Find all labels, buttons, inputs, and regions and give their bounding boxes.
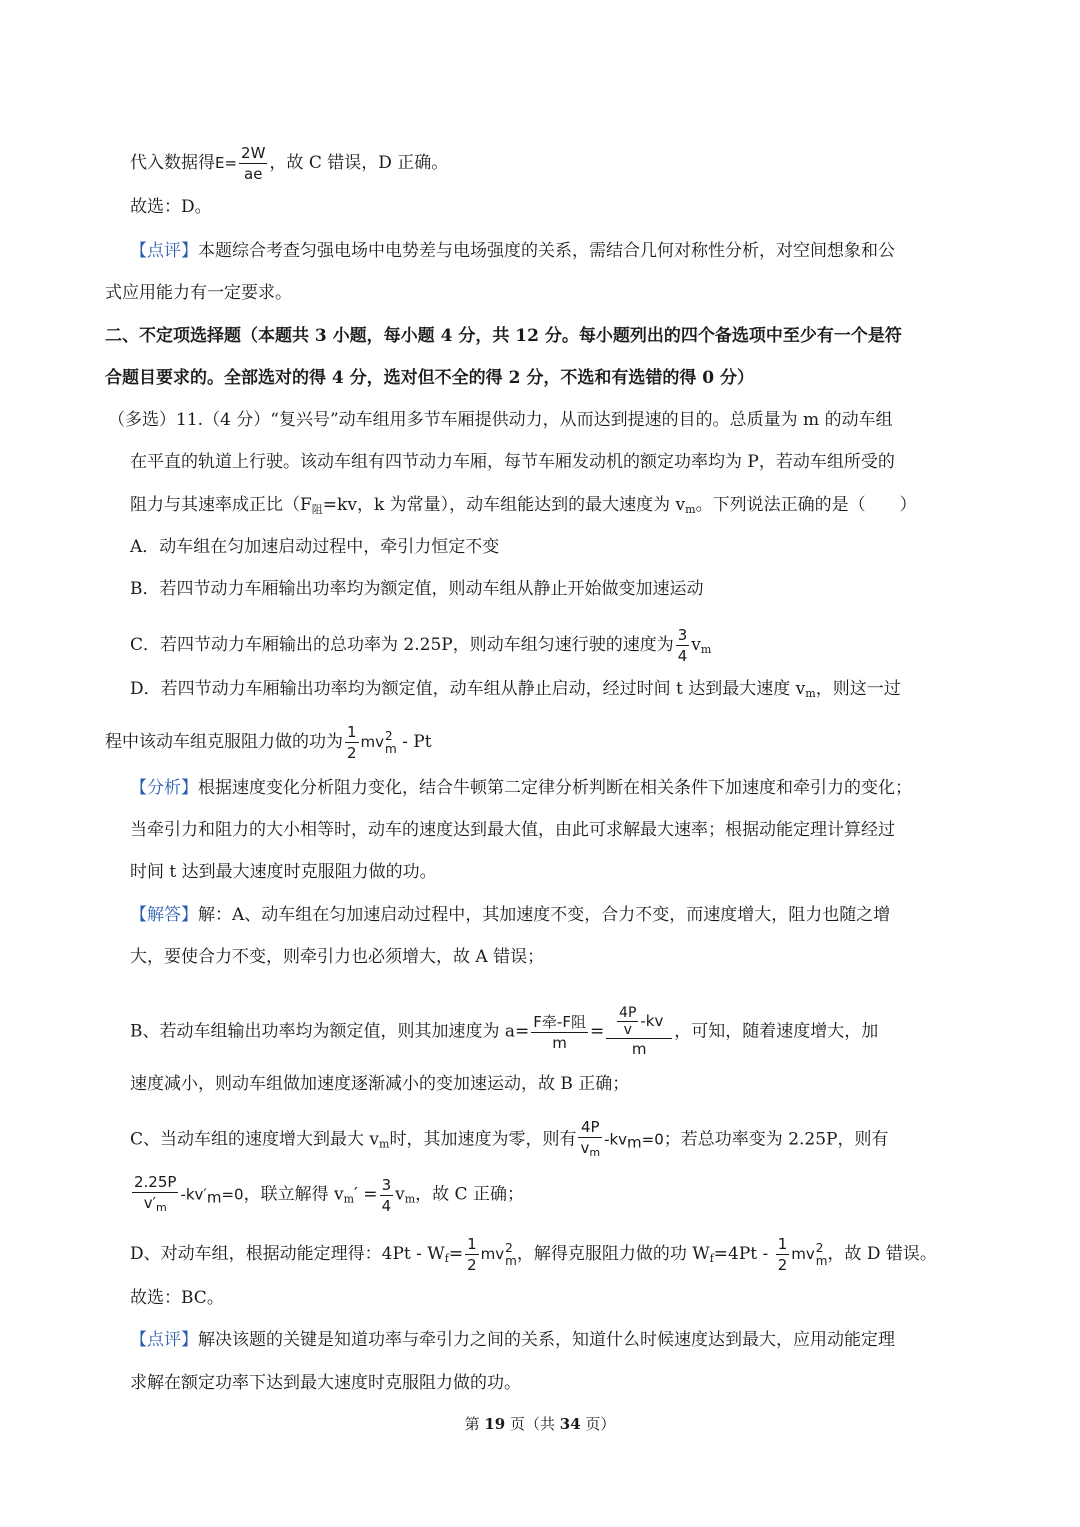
- analysis-line: 时间 t 达到最大速度时克服阻力做的功。: [130, 862, 437, 882]
- analysis-line: 当牵引力和阻力的大小相等时，动车的速度达到最大值，由此可求解最大速率；根据动能定理计算经过: [130, 820, 895, 840]
- solution-c: C、当动车组的速度增大到最大 $v_m$时，其加速度为零，则有 $\frac{4P}{v_m}$ $-kv_m=0$；若总功率变为 2.25P，则有: [130, 1117, 889, 1163]
- solution-d: D、对动车组，根据动能定理得：$4Pt - W_f=$ $\frac{1}{2}$ mv2 m，解得克服阻力做的功 $W_f=4Pt$ - $\frac{1}{2}$ mv2 m，故 D 错误。: [130, 1235, 937, 1274]
- fraction: $\frac{3}{4}$: [677, 626, 688, 665]
- text-line: 代入数据得E= $\frac{2W}{ae}$ ，故 C 错误，D 正确。: [130, 144, 449, 183]
- review-line: 【点评】解决该题的关键是知道功率与牵引力之间的关系，知道什么时候速度达到最大，应用动能定理: [130, 1330, 895, 1350]
- solution-tag: 【解答】: [130, 905, 198, 925]
- review-line: 【点评】本题综合考查匀强电场中电势差与电场强度的关系，需结合几何对称性分析，对空间想象和公: [130, 241, 895, 261]
- solution-line: 大，要使合力不变，则牵引力也必须增大，故 A 错误；: [130, 947, 545, 967]
- analysis-line: 【分析】根据速度变化分析阻力变化，结合牛顿第二定律分析判断在相关条件下加速度和牵引力的变化；: [130, 778, 912, 798]
- option-c: C．若四节动力车厢输出的总功率为 2.25P，则动车组匀速行驶的速度为 $\frac{3}{4}$ $v_m$: [130, 626, 712, 665]
- page-number: 19: [484, 1415, 506, 1433]
- review-tag: 【点评】: [130, 241, 198, 261]
- option-b: B．若四节动力车厢输出功率均为额定值，则动车组从静止开始做变加速运动: [130, 579, 704, 599]
- review-line: 求解在额定功率下达到最大速度时克服阻力做的功。: [130, 1373, 521, 1393]
- option-d-cont: 程中该动车组克服阻力做的功为 $\frac{1}{2}$ mv2 m - Pt: [105, 723, 432, 762]
- fraction: $\frac{2W}{ae}$: [241, 144, 266, 183]
- fraction: $\frac{3}{4}$: [381, 1175, 392, 1215]
- fraction: $\frac{1}{2}$: [467, 1235, 477, 1274]
- option-d: D．若四节动力车厢输出功率均为额定值，动车组从静止启动，经过时间 t 达到最大速度 $v_m$，则这一过: [130, 679, 901, 700]
- text-line: 式应用能力有一定要求。: [105, 283, 292, 303]
- fraction: $\frac{\text{F牵-F阻}}{m}$: [533, 1012, 586, 1052]
- section-heading: 二、不定项选择题（本题共 3 小题，每小题 4 分，共 12 分。每小题列出的四个备选项中至少有一个是符: [105, 326, 902, 346]
- page-footer: 第 19 页（共 34 页）: [464, 1415, 616, 1433]
- solution-b: B、若动车组输出功率均为额定值，则其加速度为 a= $\frac{\text{F牵-F阻}}{m}$ = $\frac{4P}{v}$ -kv m ，可知，随着速度增大，加: [130, 1005, 879, 1058]
- review-tag: 【点评】: [130, 1330, 198, 1350]
- question-line: （多选）11.（4 分）“复兴号”动车组用多节车厢提供动力，从而达到提速的目的。总质量为 m 的动车组: [108, 410, 893, 430]
- answer-line: 故选：BC。: [130, 1288, 224, 1308]
- text-line: 故选：D。: [130, 197, 212, 217]
- section-heading-cont: 合题目要求的。全部选对的得 4 分，选对但不全的得 2 分，不选和有选错的得 0 分）: [105, 368, 754, 388]
- question-line: 在平直的轨道上行驶。该动车组有四节动力车厢，每节车厢发动机的额定功率均为 P，若动车组所受的: [130, 452, 895, 472]
- solution-b-cont: 速度减小，则动车组做加速度逐渐减小的变加速运动，故 B 正确；: [130, 1074, 630, 1094]
- solution-c-cont: $\frac{2.25P}{v'_m}$ $-kv'_m=0$，联立解得 $v_m'$ = $\frac{3}{4}$ $v_m$，故 C 正确；: [130, 1172, 524, 1218]
- option-a: A．动车组在匀加速启动过程中，牵引力恒定不变: [130, 537, 500, 557]
- fraction: $\frac{2.25P}{v'_m}$: [134, 1173, 177, 1214]
- solution-line: 【解答】解：A、动车组在匀加速启动过程中，其加速度不变，合力不变，而速度增大，阻力也随之增: [130, 905, 891, 925]
- page-total: 34: [559, 1415, 581, 1433]
- fraction: $\frac{1}{2}$: [777, 1235, 788, 1274]
- question-line: 阻力与其速率成正比（$F_阻=kv$，k 为常量），动车组能达到的最大速度为 $v_m$。下列说法正确的是（ ）: [130, 495, 917, 516]
- fraction: $\frac{4P}{v_m}$: [580, 1118, 601, 1159]
- fraction: $\frac{1}{2}$: [347, 723, 357, 762]
- fraction: $\frac{4P}{v}$ -kv m: [606, 1005, 672, 1059]
- analysis-tag: 【分析】: [130, 778, 198, 798]
